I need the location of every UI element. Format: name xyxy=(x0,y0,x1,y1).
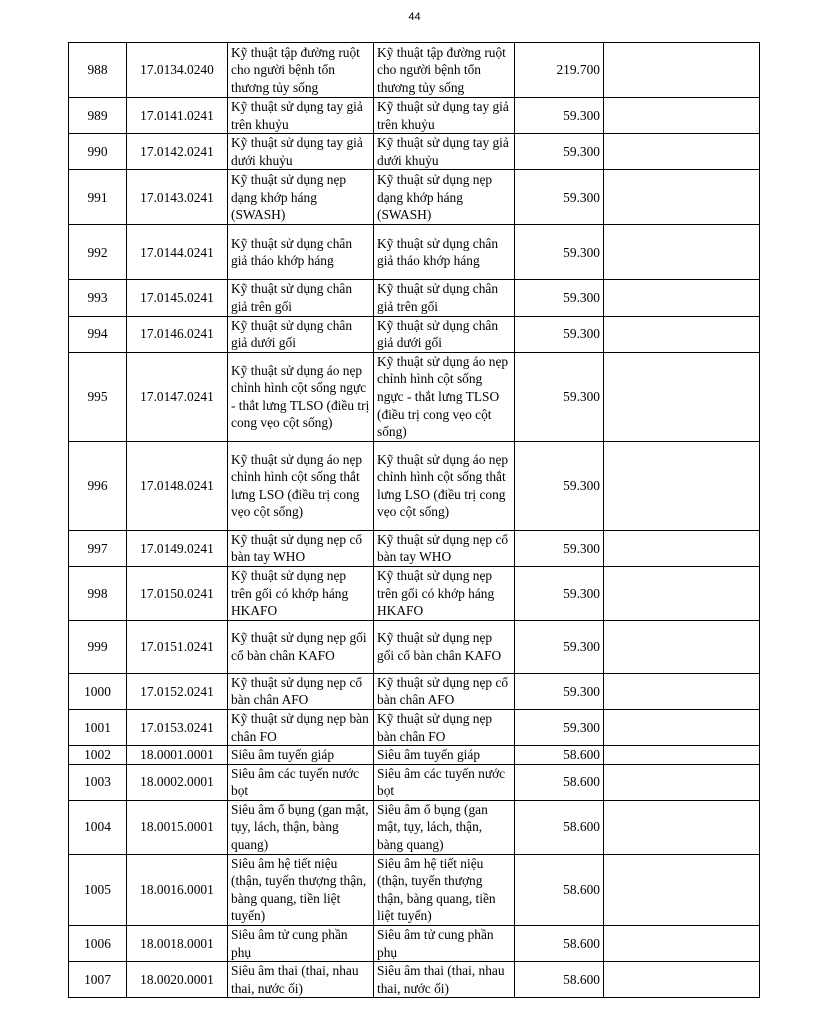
row-number: 992 xyxy=(69,225,127,280)
service-note xyxy=(604,280,760,316)
row-number: 997 xyxy=(69,530,127,566)
table-row xyxy=(69,280,760,316)
service-price: 59.300 xyxy=(515,620,604,673)
service-price: 59.300 xyxy=(515,98,604,134)
row-number: 1000 xyxy=(69,673,127,709)
table-row xyxy=(69,709,760,745)
service-code: 17.0152.0241 xyxy=(127,673,228,709)
table-row xyxy=(69,800,760,854)
service-name: Kỹ thuật sử dụng nẹp bàn chân FO xyxy=(228,709,374,745)
service-name-alt: Kỹ thuật sử dụng tay giả dưới khuỷu xyxy=(374,134,515,170)
service-name: Siêu âm thai (thai, nhau thai, nước ối) xyxy=(228,962,374,998)
table-row xyxy=(69,673,760,709)
service-name: Siêu âm tuyến giáp xyxy=(228,746,374,765)
table-row xyxy=(69,854,760,925)
service-name-alt: Siêu âm tuyến giáp xyxy=(374,746,515,765)
service-price: 58.600 xyxy=(515,746,604,765)
service-name: Siêu âm tử cung phần phụ xyxy=(228,926,374,962)
service-note xyxy=(604,98,760,134)
service-name: Siêu âm các tuyến nước bọt xyxy=(228,764,374,800)
service-price: 59.300 xyxy=(515,709,604,745)
table-row xyxy=(69,352,760,441)
table-row xyxy=(69,225,760,280)
service-name: Kỹ thuật sử dụng nẹp cổ bàn tay WHO xyxy=(228,530,374,566)
table-row xyxy=(69,962,760,998)
service-price: 59.300 xyxy=(515,530,604,566)
row-number: 993 xyxy=(69,280,127,316)
row-number: 994 xyxy=(69,316,127,352)
service-code: 17.0134.0240 xyxy=(127,43,228,98)
service-code: 17.0150.0241 xyxy=(127,566,228,620)
row-number: 995 xyxy=(69,352,127,441)
service-name-alt: Kỹ thuật sử dụng tay giả trên khuỷu xyxy=(374,98,515,134)
service-price: 58.600 xyxy=(515,764,604,800)
service-name: Siêu âm ổ bụng (gan mật, tụy, lách, thận, bàng quang) xyxy=(228,800,374,854)
table-row xyxy=(69,530,760,566)
service-note xyxy=(604,746,760,765)
row-number: 1005 xyxy=(69,854,127,925)
table-row xyxy=(69,566,760,620)
row-number: 990 xyxy=(69,134,127,170)
service-name: Kỹ thuật sử dụng áo nẹp chỉnh hình cột sống thắt lưng LSO (điều trị cong vẹo cột sống) xyxy=(228,441,374,530)
service-price: 59.300 xyxy=(515,225,604,280)
row-number: 989 xyxy=(69,98,127,134)
service-note xyxy=(604,441,760,530)
row-number: 988 xyxy=(69,43,127,98)
service-code: 17.0144.0241 xyxy=(127,225,228,280)
service-note xyxy=(604,134,760,170)
service-name: Kỹ thuật sử dụng nẹp cổ bàn chân AFO xyxy=(228,673,374,709)
service-name: Kỹ thuật sử dụng áo nẹp chỉnh hình cột sống ngực - thắt lưng TLSO (điều trị cong vẹo cột sống) xyxy=(228,352,374,441)
table-row xyxy=(69,764,760,800)
page-number: 44 xyxy=(408,11,421,23)
service-name: Kỹ thuật tập đường ruột cho người bệnh tổn thương tủy sống xyxy=(228,43,374,98)
service-name-alt: Kỹ thuật sử dụng nẹp cổ bàn tay WHO xyxy=(374,530,515,566)
service-note xyxy=(604,225,760,280)
table-row xyxy=(69,43,760,98)
service-code: 18.0016.0001 xyxy=(127,854,228,925)
service-price: 59.300 xyxy=(515,566,604,620)
service-name-alt: Kỹ thuật sử dụng nẹp gối cổ bàn chân KAFO xyxy=(374,620,515,673)
row-number: 999 xyxy=(69,620,127,673)
service-price: 59.300 xyxy=(515,673,604,709)
service-code: 17.0151.0241 xyxy=(127,620,228,673)
service-price: 58.600 xyxy=(515,926,604,962)
service-name: Kỹ thuật sử dụng nẹp dạng khớp háng (SWASH) xyxy=(228,170,374,225)
row-number: 1006 xyxy=(69,926,127,962)
fee-table xyxy=(68,42,760,998)
service-price: 59.300 xyxy=(515,170,604,225)
service-note xyxy=(604,530,760,566)
service-price: 59.300 xyxy=(515,280,604,316)
service-code: 17.0142.0241 xyxy=(127,134,228,170)
service-price: 58.600 xyxy=(515,854,604,925)
service-code: 17.0146.0241 xyxy=(127,316,228,352)
service-name: Siêu âm hệ tiết niệu (thận, tuyến thượng thận, bàng quang, tiền liệt tuyến) xyxy=(228,854,374,925)
row-number: 996 xyxy=(69,441,127,530)
service-name-alt: Kỹ thuật sử dụng chân giả trên gối xyxy=(374,280,515,316)
row-number: 991 xyxy=(69,170,127,225)
row-number: 998 xyxy=(69,566,127,620)
service-note xyxy=(604,43,760,98)
service-name-alt: Kỹ thuật sử dụng áo nẹp chỉnh hình cột sống ngực - thắt lưng TLSO (điều trị cong vẹo cột sống) xyxy=(374,352,515,441)
service-price: 219.700 xyxy=(515,43,604,98)
row-number: 1003 xyxy=(69,764,127,800)
service-name: Kỹ thuật sử dụng nẹp trên gối có khớp háng HKAFO xyxy=(228,566,374,620)
table-row xyxy=(69,98,760,134)
service-name: Kỹ thuật sử dụng chân giả tháo khớp háng xyxy=(228,225,374,280)
service-name-alt: Siêu âm ổ bụng (gan mật, tụy, lách, thận, bàng quang) xyxy=(374,800,515,854)
service-code: 17.0148.0241 xyxy=(127,441,228,530)
service-name-alt: Kỹ thuật sử dụng nẹp dạng khớp háng (SWASH) xyxy=(374,170,515,225)
service-name: Kỹ thuật sử dụng chân giả trên gối xyxy=(228,280,374,316)
service-name-alt: Kỹ thuật sử dụng áo nẹp chỉnh hình cột sống thắt lưng LSO (điều trị cong vẹo cột sống) xyxy=(374,441,515,530)
service-name-alt: Siêu âm các tuyến nước bọt xyxy=(374,764,515,800)
service-code: 17.0145.0241 xyxy=(127,280,228,316)
service-note xyxy=(604,316,760,352)
service-price: 59.300 xyxy=(515,134,604,170)
row-number: 1007 xyxy=(69,962,127,998)
service-note xyxy=(604,854,760,925)
service-name-alt: Kỹ thuật sử dụng chân giả dưới gối xyxy=(374,316,515,352)
service-name-alt: Kỹ thuật sử dụng nẹp bàn chân FO xyxy=(374,709,515,745)
table-row xyxy=(69,316,760,352)
service-note xyxy=(604,352,760,441)
service-note xyxy=(604,764,760,800)
service-name: Kỹ thuật sử dụng nẹp gối cổ bàn chân KAFO xyxy=(228,620,374,673)
service-note xyxy=(604,673,760,709)
fee-table-body xyxy=(69,43,760,998)
service-code: 18.0001.0001 xyxy=(127,746,228,765)
service-code: 17.0153.0241 xyxy=(127,709,228,745)
service-code: 17.0143.0241 xyxy=(127,170,228,225)
service-note xyxy=(604,620,760,673)
service-code: 18.0002.0001 xyxy=(127,764,228,800)
service-price: 59.300 xyxy=(515,316,604,352)
service-price: 58.600 xyxy=(515,962,604,998)
service-name-alt: Kỹ thuật sử dụng chân giả tháo khớp háng xyxy=(374,225,515,280)
service-code: 17.0147.0241 xyxy=(127,352,228,441)
service-name-alt: Siêu âm hệ tiết niệu (thận, tuyến thượng thận, bàng quang, tiền liệt tuyến) xyxy=(374,854,515,925)
service-price: 59.300 xyxy=(515,441,604,530)
service-code: 18.0020.0001 xyxy=(127,962,228,998)
service-name-alt: Siêu âm tử cung phần phụ xyxy=(374,926,515,962)
service-name: Kỹ thuật sử dụng tay giả trên khuỷu xyxy=(228,98,374,134)
service-name: Kỹ thuật sử dụng chân giả dưới gối xyxy=(228,316,374,352)
service-note xyxy=(604,962,760,998)
table-row xyxy=(69,134,760,170)
service-name-alt: Siêu âm thai (thai, nhau thai, nước ối) xyxy=(374,962,515,998)
row-number: 1001 xyxy=(69,709,127,745)
table-row xyxy=(69,926,760,962)
service-name-alt: Kỹ thuật sử dụng nẹp cổ bàn chân AFO xyxy=(374,673,515,709)
table-row xyxy=(69,746,760,765)
service-note xyxy=(604,709,760,745)
table-row xyxy=(69,620,760,673)
service-code: 17.0141.0241 xyxy=(127,98,228,134)
service-name: Kỹ thuật sử dụng tay giả dưới khuỷu xyxy=(228,134,374,170)
service-note xyxy=(604,926,760,962)
service-code: 18.0018.0001 xyxy=(127,926,228,962)
service-name-alt: Kỹ thuật tập đường ruột cho người bệnh tổn thương tủy sống xyxy=(374,43,515,98)
service-price: 58.600 xyxy=(515,800,604,854)
service-name-alt: Kỹ thuật sử dụng nẹp trên gối có khớp háng HKAFO xyxy=(374,566,515,620)
service-code: 18.0015.0001 xyxy=(127,800,228,854)
row-number: 1004 xyxy=(69,800,127,854)
table-row xyxy=(69,170,760,225)
service-price: 59.300 xyxy=(515,352,604,441)
service-note xyxy=(604,566,760,620)
service-note xyxy=(604,170,760,225)
service-code: 17.0149.0241 xyxy=(127,530,228,566)
row-number: 1002 xyxy=(69,746,127,765)
table-row xyxy=(69,441,760,530)
service-note xyxy=(604,800,760,854)
